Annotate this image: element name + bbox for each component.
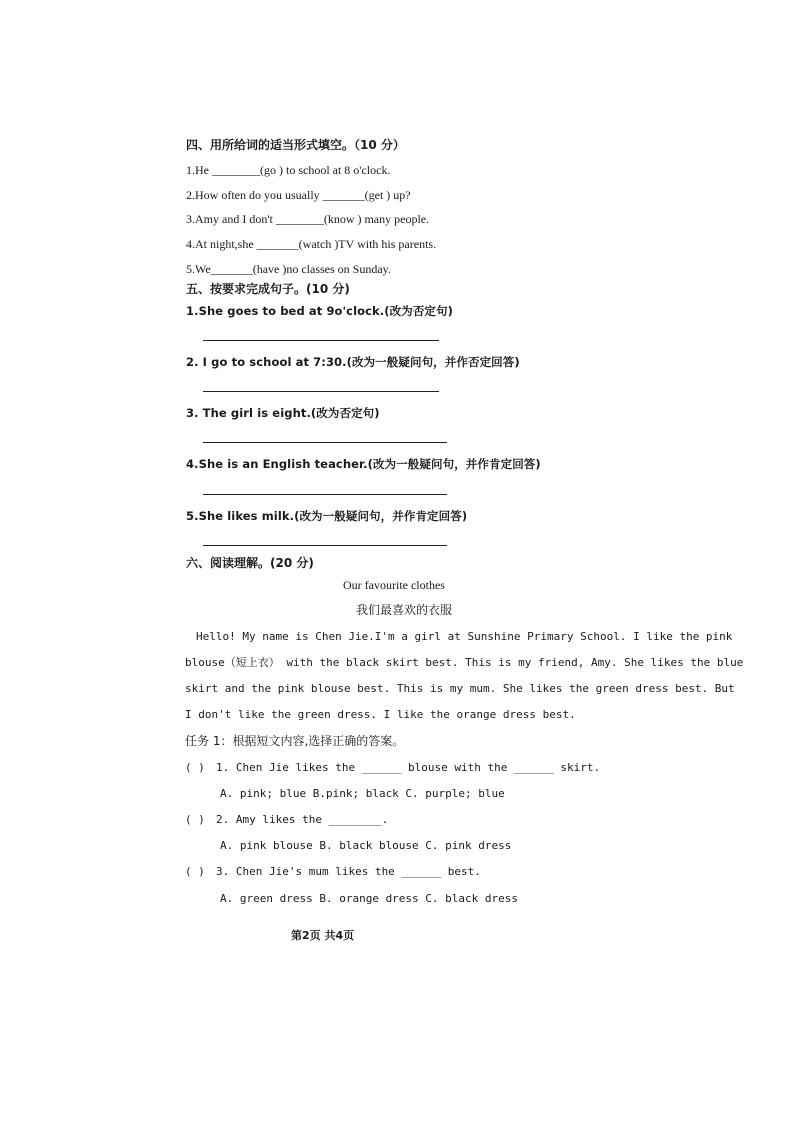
page-number: 第2页 共4页: [291, 929, 355, 942]
q3-stem: 3. Chen Jie's mum likes the ______ best.: [216, 865, 481, 878]
answer-line-5: [203, 545, 447, 546]
q2-options: A. pink blouse B. black blouse C. pink dress: [220, 839, 512, 852]
passage-title-en: Our favourite clothes: [343, 578, 445, 592]
section4-item-4: 4.At night,she _______(watch )TV with his parents.: [186, 237, 437, 251]
section4-item-1: 1.He ________(go ) to school at 8 o'clock.: [186, 163, 391, 177]
q2-bracket[interactable]: ( ): [185, 813, 205, 826]
section4-title: 四、用所给词的适当形式填空。（10 分）: [186, 138, 405, 152]
q1-options: A. pink; blue B.pink; black C. purple; blue: [220, 787, 505, 800]
answer-line-3: [203, 442, 447, 443]
q1-stem: 1. Chen Jie likes the ______ blouse with the ______ skirt.: [216, 761, 601, 774]
answer-line-2: [203, 391, 439, 392]
task1-title: 任务 1：根据短文内容,选择正确的答案。: [185, 734, 405, 748]
section5-item-1: 1.She goes to bed at 9o'clock.(改为否定句): [186, 304, 453, 318]
passage-title-zh: 我们最喜欢的衣服: [356, 603, 453, 617]
passage-line-2: blouse（短上衣） with the black skirt best. This is my friend, Amy. She likes the blue: [185, 656, 744, 669]
passage-line-1: Hello! My name is Chen Jie.I'm a girl at Sunshine Primary School. I like the pink: [196, 630, 733, 643]
q1-bracket[interactable]: ( ): [185, 761, 205, 774]
section4-item-3: 3.Amy and I don't ________(know ) many people.: [186, 212, 430, 226]
passage-line-4: I don't like the green dress. I like the orange dress best.: [185, 708, 576, 721]
answer-line-1: [203, 340, 439, 341]
q3-options: A. green dress B. orange dress C. black dress: [220, 892, 519, 905]
section5-item-3: 3. The girl is eight.(改为否定句): [186, 406, 380, 420]
passage-line-3: skirt and the pink blouse best. This is my mum. She likes the green dress best. But: [185, 682, 735, 695]
section4-item-5: 5.We_______(have )no classes on Sunday.: [186, 262, 391, 276]
section5-item-4: 4.She is an English teacher.(改为一般疑问句，并作肯定回答): [186, 457, 541, 471]
q3-bracket[interactable]: ( ): [185, 865, 205, 878]
q2-stem: 2. Amy likes the ________.: [216, 813, 389, 826]
section5-item-5: 5.She likes milk.(改为一般疑问句，并作肯定回答): [186, 509, 468, 523]
section4-item-2: 2.How often do you usually _______(get ) up?: [186, 188, 411, 202]
section5-item-2: 2. I go to school at 7:30.(改为一般疑问句，并作否定回答): [186, 355, 520, 369]
section6-title: 六、阅读理解。(20 分): [186, 556, 314, 570]
section5-title: 五、按要求完成句子。(10 分): [186, 282, 350, 296]
answer-line-4: [203, 494, 447, 495]
